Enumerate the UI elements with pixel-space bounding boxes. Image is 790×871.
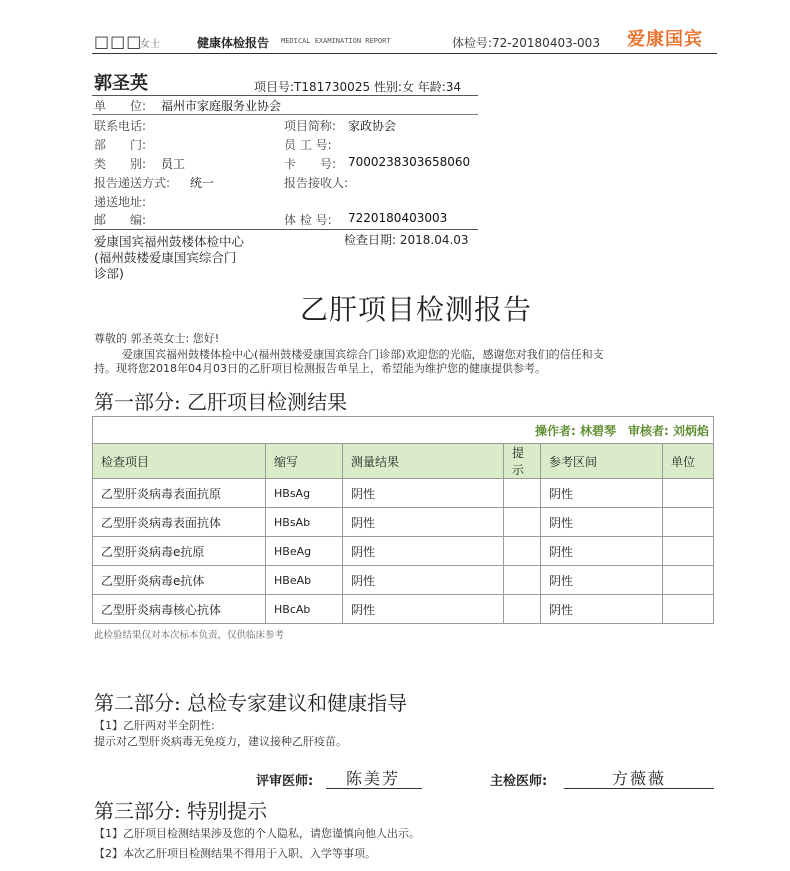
category-value: 员工 xyxy=(161,157,186,171)
cell-unit xyxy=(663,566,714,595)
brand-logo-text: 爱康国宾 xyxy=(627,29,703,50)
table-footnote: 此检验结果仅对本次标本负责，仅供临床参考 xyxy=(94,630,285,641)
cell-abbr: HBeAg xyxy=(266,537,343,566)
patient-name-placeholder: □□□ xyxy=(94,32,143,51)
cell-item: 乙型肝炎病毒核心抗体 xyxy=(93,595,266,624)
delivery-value: 统一 xyxy=(190,176,215,190)
special-note-1: 【1】乙肝项目检测结果涉及您的个人隐私，请您谨慎向他人出示。 xyxy=(94,827,420,840)
cell-unit xyxy=(663,508,714,537)
report-title-en: MEDICAL EXAMINATION REPORT xyxy=(281,37,391,45)
cell-result: 阴性 xyxy=(343,595,504,624)
exam-no-value: 7220180403003 xyxy=(348,211,448,225)
intro-line-2: 持。现将您2018年04月03日的乙肝项目检测报告单呈上，希望能为维护您的健康提供参考。 xyxy=(94,362,546,375)
table-row xyxy=(93,566,714,595)
department-label: 部 门: xyxy=(94,138,147,152)
intro-line-1: 爱康国宾福州鼓楼体检中心(福州鼓楼爱康国宾综合门诊部)欢迎您的光临，感谢您对我们的信任和支 xyxy=(122,348,604,361)
cell-unit xyxy=(663,537,714,566)
col-header-unit: 单位 xyxy=(663,444,714,479)
report-main-title: 乙肝项目检测报告 xyxy=(300,293,533,326)
cell-reference: 阴性 xyxy=(541,537,663,566)
section1-title: 第一部分: 乙肝项目检测结果 xyxy=(94,390,348,414)
chief-label: 主检医师: xyxy=(490,774,548,789)
table-row xyxy=(93,537,714,566)
cell-reference: 阴性 xyxy=(541,508,663,537)
col-header-item: 检查项目 xyxy=(93,444,266,479)
cell-hint xyxy=(504,595,541,624)
cell-abbr: HBsAg xyxy=(266,479,343,508)
result-table xyxy=(92,416,714,624)
special-note-2: 【2】本次乙肝项目检测结果不得用于入职、入学等事项。 xyxy=(94,847,376,860)
report-title-cn: 健康体检报告 xyxy=(197,36,270,50)
chief-signature: 方薇薇 xyxy=(612,769,667,788)
exam-no-label: 体 检 号: xyxy=(284,213,332,227)
cell-abbr: HBcAb xyxy=(266,595,343,624)
card-value: 7000238303658060 xyxy=(348,155,471,169)
cell-hint xyxy=(504,508,541,537)
advice-item1-title: 【1】乙肝两对半全阴性: xyxy=(94,719,215,732)
client-meta: 项目号:T181730025 性别:女 年龄:34 xyxy=(254,80,462,94)
reviewer-signature-line xyxy=(326,788,422,789)
cell-reference: 阴性 xyxy=(541,479,663,508)
section2-title: 第二部分: 总检专家建议和健康指导 xyxy=(94,691,408,715)
cell-result: 阴性 xyxy=(343,479,504,508)
table-row xyxy=(93,508,714,537)
cell-unit xyxy=(663,595,714,624)
col-header-abbr: 缩写 xyxy=(266,444,343,479)
col-header-hint: 提示 xyxy=(504,444,541,479)
exam-center-line1: 爱康国宾福州鼓楼体检中心 xyxy=(94,234,245,249)
employee-no-label: 员 工 号: xyxy=(284,138,332,152)
cell-hint xyxy=(504,537,541,566)
col-header-reference: 参考区间 xyxy=(541,444,663,479)
header-divider xyxy=(92,53,717,54)
exam-center-line2: (福州鼓楼爱康国宾综合门 xyxy=(94,250,237,265)
category-label: 类 别: xyxy=(94,157,147,171)
exam-date: 检查日期: 2018.04.03 xyxy=(344,233,469,247)
advice-item1-body: 提示对乙型肝炎病毒无免疫力，建议接种乙肝疫苗。 xyxy=(94,735,347,748)
address-label: 递送地址: xyxy=(94,195,147,209)
project-short-label: 项目简称: xyxy=(284,119,337,133)
unit-divider xyxy=(92,114,478,115)
cell-result: 阴性 xyxy=(343,566,504,595)
table-row xyxy=(93,479,714,508)
cell-item: 乙型肝炎病毒表面抗原 xyxy=(93,479,266,508)
cell-item: 乙型肝炎病毒e抗体 xyxy=(93,566,266,595)
table-row xyxy=(93,595,714,624)
unit-value: 福州市家庭服务业协会 xyxy=(161,99,282,113)
chief-signature-line xyxy=(564,788,714,789)
cell-reference: 阴性 xyxy=(541,595,663,624)
operator-info: 操作者: 林碧琴 审核者: 刘炳焰 xyxy=(93,417,714,444)
cell-item: 乙型肝炎病毒e抗原 xyxy=(93,537,266,566)
receiver-label: 报告接收人: xyxy=(284,176,349,190)
reviewer-signature: 陈美芳 xyxy=(346,769,401,788)
card-label: 卡 号: xyxy=(284,157,337,171)
phone-label: 联系电话: xyxy=(94,119,147,133)
col-header-result: 测量结果 xyxy=(343,444,504,479)
cell-item: 乙型肝炎病毒表面抗体 xyxy=(93,508,266,537)
delivery-label: 报告递送方式: xyxy=(94,176,171,190)
greeting-text: 尊敬的 郭圣英女士: 您好! xyxy=(94,332,220,345)
client-name: 郭圣英 xyxy=(94,73,148,94)
table-header-row xyxy=(93,444,714,479)
client-divider-bottom xyxy=(92,229,478,230)
operator-row xyxy=(93,417,714,444)
reviewer-label: 评审医师: xyxy=(256,774,314,789)
cell-unit xyxy=(663,479,714,508)
cell-abbr: HBsAb xyxy=(266,508,343,537)
unit-label: 单 位: xyxy=(94,99,147,113)
client-divider-top xyxy=(92,95,478,96)
cell-hint xyxy=(504,479,541,508)
section3-title: 第三部分: 特别提示 xyxy=(94,799,268,823)
cell-reference: 阴性 xyxy=(541,566,663,595)
postcode-label: 邮 编: xyxy=(94,213,147,227)
report-number: 体检号:72-20180403-003 xyxy=(452,36,600,50)
exam-center-line3: 诊部) xyxy=(94,266,124,281)
cell-result: 阴性 xyxy=(343,508,504,537)
cell-abbr: HBeAb xyxy=(266,566,343,595)
cell-hint xyxy=(504,566,541,595)
cell-result: 阴性 xyxy=(343,537,504,566)
patient-title: 女士 xyxy=(140,39,160,50)
project-short-value: 家政协会 xyxy=(348,119,397,133)
